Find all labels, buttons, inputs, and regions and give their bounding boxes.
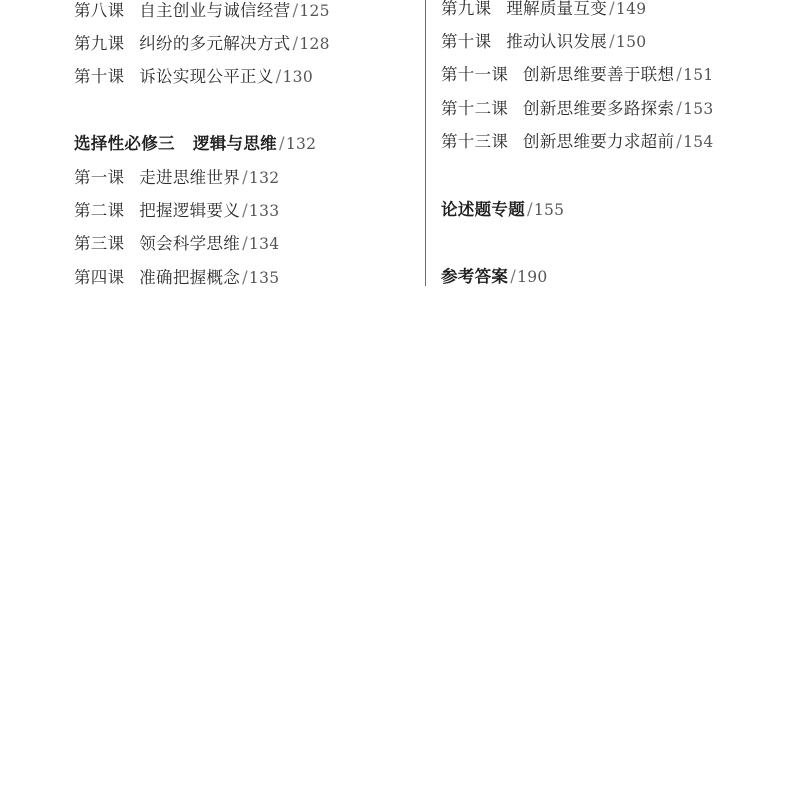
page-separator: /: [609, 0, 615, 18]
page-number: 132: [248, 169, 280, 187]
toc-item-special-topic[interactable]: [441, 200, 564, 220]
page-number: 134: [248, 235, 280, 253]
page-separator: /: [292, 1, 299, 20]
toc-item-lesson-10[interactable]: [441, 32, 646, 52]
answers-title: 参考答案: [441, 267, 509, 286]
page-number: 125: [299, 2, 330, 20]
toc-item-answers[interactable]: [441, 267, 548, 287]
lesson-number: 第十一课: [441, 65, 509, 84]
lesson-number: 第二课: [74, 201, 125, 220]
toc-item-lesson-8[interactable]: [74, 1, 330, 21]
toc-item-lesson-4[interactable]: [74, 268, 279, 288]
section-title: 选择性必修三: [74, 134, 175, 153]
page-separator: /: [242, 168, 248, 187]
lesson-number: 第四课: [74, 268, 125, 287]
page-number: 150: [615, 33, 647, 51]
toc-item-lesson-3[interactable]: [74, 234, 279, 254]
toc-item-lesson-2[interactable]: [74, 201, 279, 221]
lesson-number: 第八课: [74, 1, 125, 20]
page-separator: /: [676, 65, 683, 84]
lesson-title: 理解质量互变: [506, 0, 608, 18]
page-separator: /: [676, 99, 683, 118]
lesson-number: 第十课: [441, 32, 492, 51]
page-number: 149: [615, 0, 647, 18]
lesson-title: 领会科学思维: [139, 234, 241, 253]
toc-item-lesson-9[interactable]: [74, 34, 330, 54]
page-separator: /: [510, 267, 517, 286]
page-separator: /: [527, 200, 533, 219]
page-number: 153: [683, 100, 714, 118]
lesson-title: 纠纷的多元解决方式: [139, 34, 291, 53]
page-number: 135: [248, 269, 280, 287]
lesson-title: 准确把握概念: [139, 268, 241, 287]
page-separator: /: [278, 134, 285, 153]
lesson-title: 创新思维要善于联想: [523, 65, 675, 84]
lesson-title: 诉讼实现公平正义: [139, 67, 274, 86]
page-number: 132: [285, 135, 317, 153]
page-separator: /: [275, 67, 282, 86]
section-subtitle: 逻辑与思维: [192, 134, 277, 153]
page-separator: /: [292, 34, 299, 53]
page-separator: /: [242, 234, 248, 253]
lesson-number: 第十课: [74, 67, 125, 86]
lesson-number: 第一课: [74, 168, 125, 187]
lesson-title: 创新思维要力求超前: [523, 132, 675, 151]
page-number: 128: [299, 35, 330, 53]
toc-item-lesson-13[interactable]: [441, 132, 714, 152]
special-topic-title: 论述题专题: [441, 200, 525, 219]
lesson-number: 第十二课: [441, 99, 509, 118]
toc-item-lesson-1[interactable]: [74, 168, 279, 188]
lesson-number: 第九课: [441, 0, 492, 18]
lesson-number: 第十三课: [441, 132, 509, 151]
page-number: 155: [533, 201, 565, 219]
lesson-title: 走进思维世界: [139, 168, 241, 187]
lesson-title: 自主创业与诚信经营: [139, 1, 291, 20]
page-number: 133: [248, 202, 280, 220]
toc-item-lesson-9[interactable]: [441, 0, 646, 19]
toc-section-heading[interactable]: [74, 134, 316, 154]
toc-item-lesson-12[interactable]: [441, 99, 714, 119]
page-separator: /: [242, 201, 248, 220]
page-separator: /: [676, 132, 683, 151]
lesson-title: 推动认识发展: [506, 32, 608, 51]
lesson-title: 创新思维要多路探索: [523, 99, 675, 118]
lesson-number: 第九课: [74, 34, 125, 53]
lesson-number: 第三课: [74, 234, 125, 253]
page-number: 190: [517, 268, 548, 286]
toc-item-lesson-11[interactable]: [441, 65, 714, 85]
page-number: 154: [683, 133, 714, 151]
page-separator: /: [609, 32, 615, 51]
page-number: 151: [683, 66, 714, 84]
column-divider: [425, 0, 426, 286]
toc-item-lesson-10[interactable]: [74, 67, 313, 87]
page-number: 130: [282, 68, 314, 86]
lesson-title: 把握逻辑要义: [139, 201, 241, 220]
page-separator: /: [242, 268, 248, 287]
